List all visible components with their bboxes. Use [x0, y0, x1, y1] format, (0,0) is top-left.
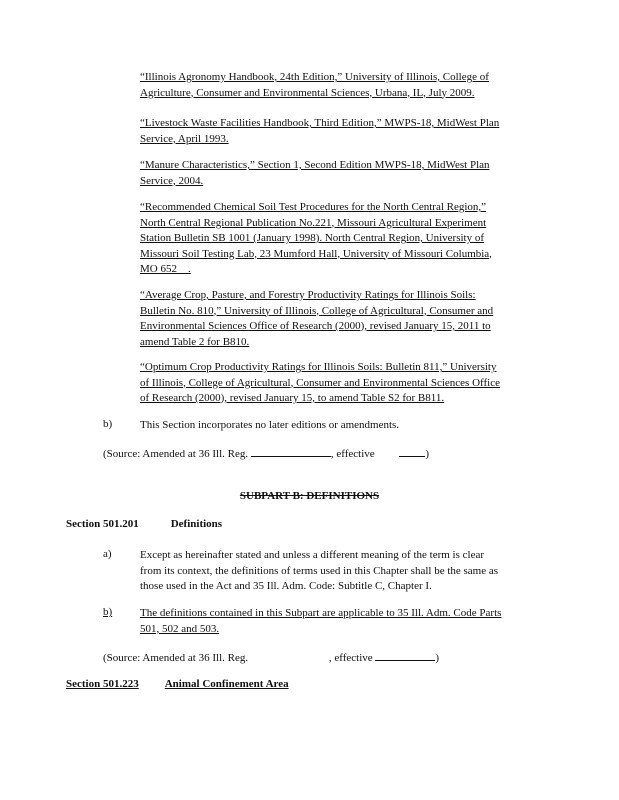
section-title: Definitions	[170, 518, 223, 530]
reference-line: Environmental Sciences Office of Research (2000), revised January 15, 2011 to	[140, 320, 491, 332]
source-end: )	[425, 448, 430, 460]
reference-line: “Illinois Agronomy Handbook, 24th Edition,” University of Illinois, College of	[140, 71, 489, 83]
blank-line	[399, 446, 425, 457]
source-prefix: (Source: Amended at 36 Ill. Reg.	[103, 652, 249, 664]
item-letter: b)	[103, 418, 113, 430]
reference-2	[140, 116, 535, 147]
reference-5	[140, 288, 535, 350]
item-text	[140, 548, 540, 595]
section-number: Section 501.223	[66, 678, 139, 690]
reference-line: “Optimum Crop Productivity Ratings for Illinois Soils: Bulletin 811,” University	[140, 361, 497, 373]
section-title: Animal Confinement Area	[164, 678, 289, 690]
item-line: 501, 502 and 503.	[140, 622, 220, 635]
reference-3	[140, 158, 535, 189]
subpart-heading: SUBPART B: DEFINITIONS	[239, 490, 380, 502]
source-note	[103, 446, 429, 460]
section-number: Section 501.201	[66, 518, 139, 530]
item-line: The definitions contained in this Subpart are applicable to 35 Ill. Adm. Code Parts	[140, 607, 502, 619]
source-note	[103, 650, 439, 664]
source-mid: , effective	[328, 652, 373, 664]
reference-line: Service, 2004.	[140, 174, 204, 187]
section-heading	[66, 518, 222, 530]
reference-line: North Central Regional Publication No.221, Missouri Agricultural Experiment	[140, 216, 487, 229]
item-text	[140, 606, 540, 637]
reference-line: “Recommended Chemical Soil Test Procedures for the North Central Region,”	[140, 201, 487, 213]
reference-line: Station Bulletin SB 1001 (January 1998). North Central Region, University of	[140, 232, 485, 244]
source-prefix: (Source: Amended at 36 Ill. Reg.	[103, 448, 249, 460]
item-letter: a)	[103, 548, 112, 560]
reference-6	[140, 360, 535, 407]
reference-line: “Average Crop, Pasture, and Forestry Productivity Ratings for Illinois Soils:	[140, 289, 476, 301]
blank-line	[375, 650, 435, 661]
item-line: from its context, the definitions of terms used in this Chapter shall be the same as	[140, 564, 499, 577]
reference-line: Service, April 1993.	[140, 132, 229, 145]
reference-4	[140, 200, 535, 278]
reference-line: “Manure Characteristics,” Section 1, Second Edition MWPS-18, MidWest Plan	[140, 159, 490, 171]
reference-line: amend Table 2 for B810.	[140, 335, 250, 348]
section-heading	[66, 678, 289, 690]
reference-line: Agriculture, Consumer and Environmental Sciences, Urbana, IL, July 2009.	[140, 86, 475, 99]
source-end: )	[435, 652, 440, 664]
reference-line: MO 652__.	[140, 263, 191, 275]
item-letter: b)	[103, 606, 113, 618]
item-line: Except as hereinafter stated and unless a different meaning of the term is clear	[140, 549, 485, 561]
item-line: those used in the Act and 35 Ill. Adm. Code: Subtitle C, Chapter I.	[140, 580, 432, 592]
reference-line: of Illinois, College of Agricultural, Consumer and Environmental Sciences Office	[140, 376, 500, 389]
item-text: This Section incorporates no later editions or amendments.	[140, 419, 400, 431]
blank-line	[251, 446, 331, 457]
reference-line: Bulletin No. 810,” University of Illinois, College of Agricultural, Consumer and	[140, 304, 494, 317]
reference-line: “Livestock Waste Facilities Handbook, Third Edition,” MWPS-18, MidWest Plan	[140, 117, 500, 129]
reference-1	[140, 70, 535, 101]
source-mid: , effective	[330, 448, 375, 460]
reference-line: of Research (2000), revised January 15, to amend Table S2 for B811.	[140, 392, 445, 404]
reference-line: Missouri Soil Testing Lab, 23 Mumford Hall, University of Missouri Columbia,	[140, 247, 492, 260]
